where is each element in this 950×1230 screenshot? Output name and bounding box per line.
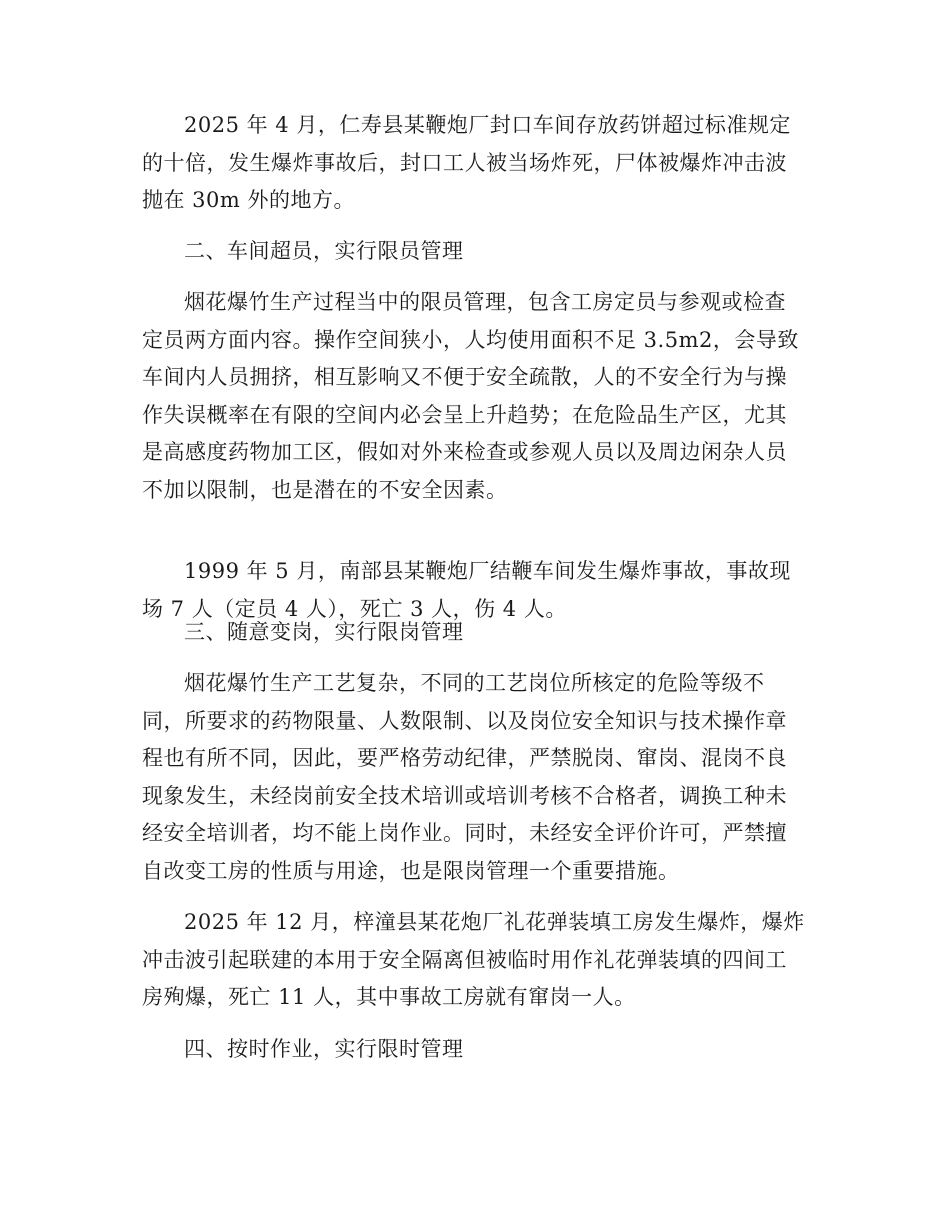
accident-case-paragraph: 2025 年 12 月，梓潼县某花炮厂礼花弹装填工房发生爆炸，爆炸冲击波引起联建的本用于安全隔离但被临时用作礼花弹装填的四间工房殉爆，死亡 11 人，其中事故工房就有窜岗一人。	[142, 910, 805, 1009]
section-heading-post-limit: 三、随意变岗，实行限岗管理	[184, 620, 464, 644]
section-heading-time-limit: 四、按时作业，实行限时管理	[184, 1037, 464, 1061]
section-heading-staff-limit: 二、车间超员，实行限员管理	[184, 239, 464, 263]
accident-case-paragraph: 1999 年 5 月，南部县某鞭炮厂结鞭车间发生爆炸事故，事故现场 7 人（定员 4 人），死亡 3 人，伤 4 人。	[142, 559, 791, 621]
staff-limit-paragraph: 烟花爆竹生产过程当中的限员管理，包含工房定员与参观或检查定员两方面内容。操作空间狭小，人均使用面积不足 3.5m2，会导致车间内人员拥挤，相互影响又不便于安全疏散，人的不安全行为与操作失误概率在有限的空间内必会呈上升趋势；在危险品生产区，尤其是高感度药物加工区，假如对外来检查或参观人员以及周边闲杂人员不加以限制，也是潜在的不安全因素。	[142, 290, 799, 502]
post-limit-paragraph: 烟花爆竹生产工艺复杂，不同的工艺岗位所核定的危险等级不同，所要求的药物限量、人数限制、以及岗位安全知识与技术操作章程也有所不同，因此，要严格劳动纪律，严禁脱岗、窜岗、混岗不良现象发生，未经岗前安全技术培训或培训考核不合格者，调换工种未经安全培训者，均不能上岗作业。同时，未经安全评价许可，严禁擅自改变工房的性质与用途，也是限岗管理一个重要措施。	[142, 671, 787, 883]
accident-case-paragraph: 2025 年 4 月，仁寿县某鞭炮厂封口车间存放药饼超过标准规定的十倍，发生爆炸事故后，封口工人被当场炸死，尸体被爆炸冲击波抛在 30m 外的地方。	[142, 113, 791, 212]
